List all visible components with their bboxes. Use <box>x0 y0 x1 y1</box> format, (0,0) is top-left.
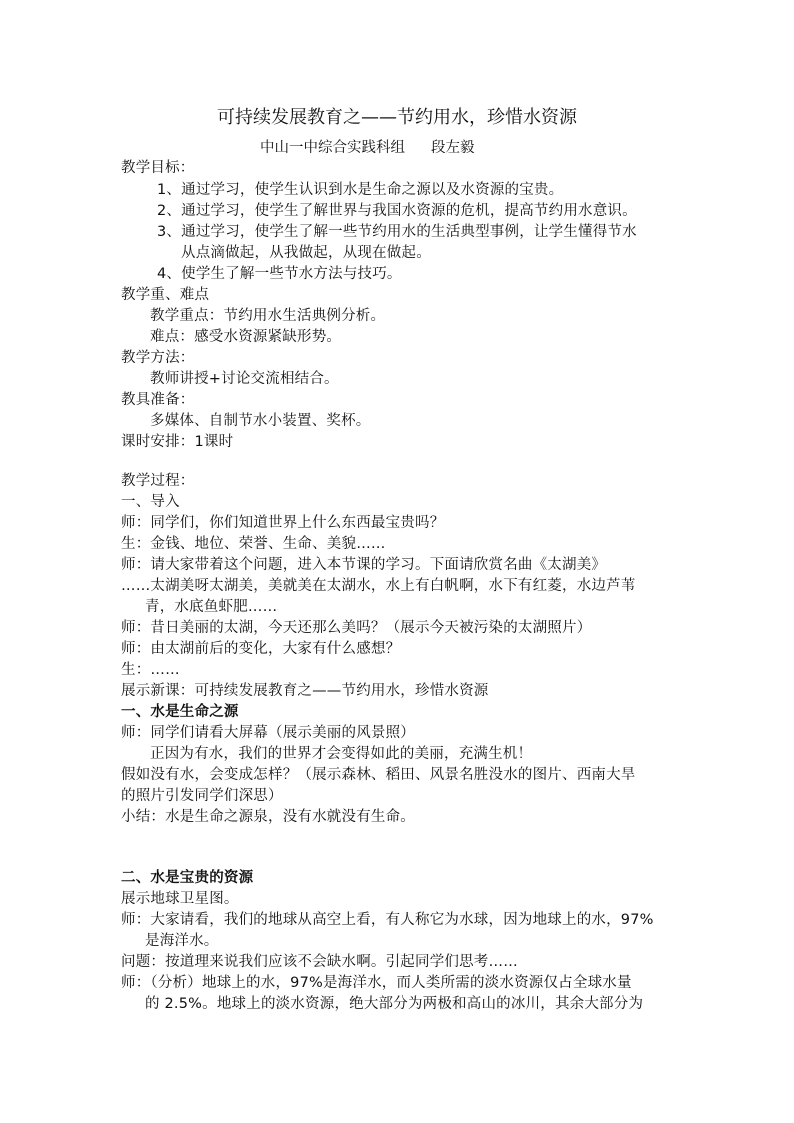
objective-item-continued: 从点滴做起，从我做起，从现在做起。 <box>181 245 431 261</box>
keypoints-difficulty: 难点：感受水资源紧缺形势。 <box>150 329 342 345</box>
dialogue-line: 生：…… <box>121 662 180 678</box>
byline-author: 段左毅 <box>431 140 475 156</box>
byline-group: 中山一中综合实践科组 <box>260 140 405 156</box>
schedule-text: 课时安排：1课时 <box>121 434 234 450</box>
process-intro: 一、导入 <box>121 494 180 510</box>
tools-heading: 教具准备： <box>121 392 195 408</box>
section1-line: 正因为有水，我们的世界才会变得如此的美丽，充满生机！ <box>150 746 533 762</box>
objective-item: 4、使学生了解一些节水方法与技巧。 <box>157 266 402 282</box>
tools-text: 多媒体、自制节水小装置、奖杯。 <box>150 413 371 429</box>
section1-heading: 一、水是生命之源 <box>121 704 239 720</box>
section1-line-continued: 的照片引发同学们深思） <box>121 788 283 804</box>
dialogue-line: ……太湖美呀太湖美，美就美在太湖水，水上有白帆啊，水下有红菱，水边芦苇 <box>121 578 636 594</box>
dialogue-line: 师：由太湖前后的变化，大家有什么感想？ <box>121 641 401 657</box>
section2-line: 师：大家请看，我们的地球从高空上看，有人称它为水球，因为地球上的水，97% <box>121 912 654 928</box>
keypoints-focus: 教学重点：节约用水生活典例分析。 <box>150 308 386 324</box>
objective-item: 3、通过学习，使学生了解一些节约用水的生活典型事例，让学生懂得节水 <box>157 224 637 240</box>
dialogue-line: 师：请大家带着这个问题，进入本节课的学习。下面请欣赏名曲《太湖美》 <box>121 557 607 573</box>
dialogue-line: 展示新课：可持续发展教育之——节约用水，珍惜水资源 <box>121 683 489 699</box>
dialogue-line: 生：金钱、地位、荣誉、生命、美貌…… <box>121 536 386 552</box>
page-title: 可持续发展教育之——节约用水，珍惜水资源 <box>217 107 577 128</box>
dialogue-line-continued: 青，水底鱼虾肥…… <box>145 599 278 615</box>
section1-line: 师：同学们请看大屏幕（展示美丽的风景照） <box>121 725 415 741</box>
methods-heading: 教学方法： <box>121 350 195 366</box>
objectives-heading: 教学目标： <box>121 160 195 176</box>
section2-line: 问题：按道理来说我们应该不会缺水啊。引起同学们思考…… <box>121 954 518 970</box>
section2-line-continued: 是海洋水。 <box>145 933 219 949</box>
keypoints-heading: 教学重、难点 <box>121 287 210 303</box>
section2-heading: 二、水是宝贵的资源 <box>121 870 254 886</box>
process-heading: 教学过程： <box>121 473 195 489</box>
section1-line: 假如没有水，会变成怎样？（展示森林、稻田、风景名胜没水的图片、西南大旱 <box>121 767 636 783</box>
dialogue-line: 师：昔日美丽的太湖，今天还那么美吗？（展示今天被污染的太湖照片） <box>121 620 592 636</box>
objective-item: 2、通过学习，使学生了解世界与我国水资源的危机，提高节约用水意识。 <box>157 203 637 219</box>
objective-item: 1、通过学习，使学生认识到水是生命之源以及水资源的宝贵。 <box>157 182 564 198</box>
byline <box>260 138 475 158</box>
section2-line: 展示地球卫星图。 <box>121 891 239 907</box>
section1-summary: 小结：水是生命之源泉，没有水就没有生命。 <box>121 809 415 825</box>
section2-line: 师：（分析）地球上的水，97%是海洋水，而人类所需的淡水资源仅占全球水量 <box>121 975 632 991</box>
methods-text: 教师讲授+讨论交流相结合。 <box>150 371 339 387</box>
dialogue-line: 师：同学们，你们知道世界上什么东西最宝贵吗？ <box>121 515 445 531</box>
section2-line-continued: 的 2.5%。地球上的淡水资源，绝大部分为两极和高山的冰川，其余大部分为 <box>145 996 644 1012</box>
